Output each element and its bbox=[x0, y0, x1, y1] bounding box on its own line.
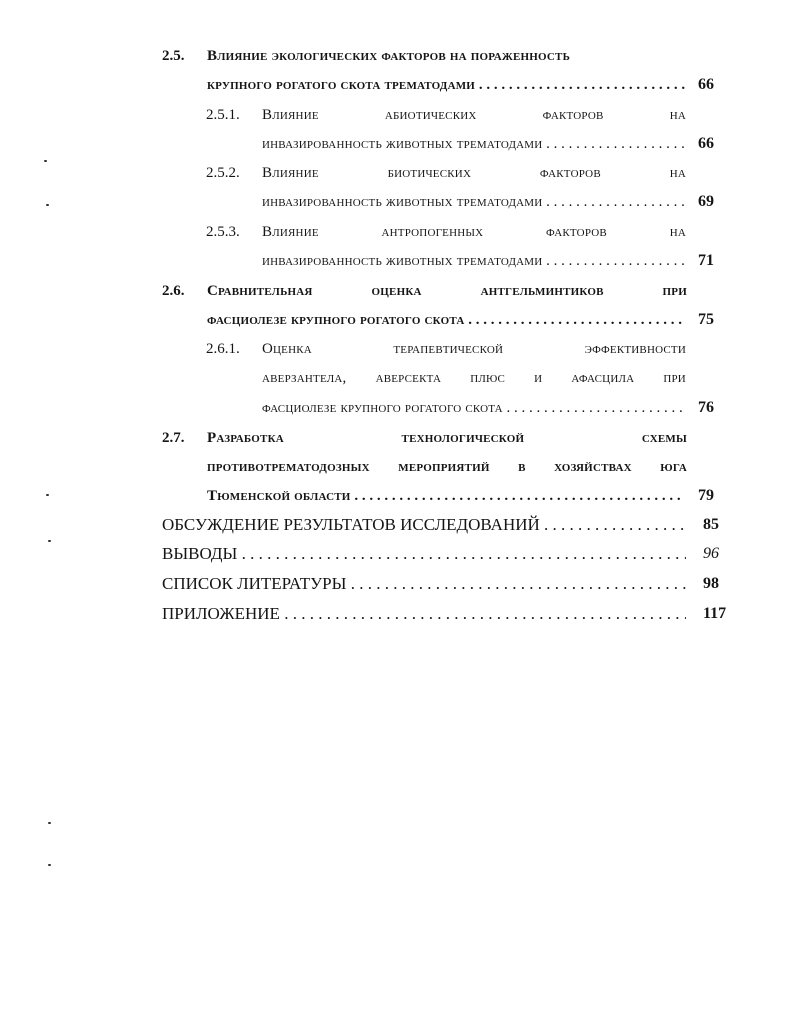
scan-speck bbox=[48, 822, 51, 824]
page-number: 117 bbox=[703, 605, 727, 622]
section-title-line: Тюменской области . . . bbox=[207, 485, 685, 507]
toc-entry-2-6[interactable] bbox=[0, 280, 796, 310]
title-word: факторов bbox=[542, 107, 604, 123]
title-word: схемы bbox=[641, 430, 687, 446]
title-word: антропогенных bbox=[381, 224, 484, 240]
section-title-text: Влияние экологических факторов на пораженность bbox=[207, 48, 571, 64]
title-word: хозяйствах bbox=[554, 459, 632, 475]
title-word: при bbox=[662, 283, 687, 299]
toc-entry-2-6-1-cont2[interactable] bbox=[0, 397, 796, 427]
toc-entry-2-6-cont[interactable] bbox=[0, 309, 796, 339]
title-word: технологической bbox=[401, 430, 525, 446]
toc-entry-discussion[interactable] bbox=[0, 514, 796, 544]
title-word: Влияние bbox=[262, 165, 319, 181]
title-word: факторов bbox=[546, 224, 607, 240]
section-number: 2.5.1. bbox=[206, 107, 240, 123]
title-word: биотических bbox=[387, 165, 472, 181]
toc-entry-references[interactable] bbox=[0, 573, 796, 603]
section-number: 2.7. bbox=[162, 430, 185, 446]
toc-entry-appendix[interactable] bbox=[0, 603, 796, 633]
page-number: 85 bbox=[703, 516, 719, 533]
toc-entry-conclusions[interactable] bbox=[0, 543, 796, 573]
section-title-line bbox=[262, 367, 686, 389]
toc-entry-2-5-2-cont[interactable] bbox=[0, 191, 796, 221]
section-title-line bbox=[207, 427, 687, 449]
section-title-line: крупного рогатого скота трематодами . . . bbox=[207, 74, 685, 96]
section-title-line bbox=[262, 104, 686, 126]
section-title-line bbox=[207, 45, 687, 67]
scan-speck bbox=[48, 540, 51, 542]
section-number: 2.6.1. bbox=[206, 341, 240, 357]
title-word: аверсекта bbox=[375, 370, 442, 386]
section-title-line: фасциолезе крупного рогатого скота . . . bbox=[207, 309, 685, 331]
toc-entry-2-5-1-cont[interactable] bbox=[0, 133, 796, 163]
section-title-line: фасциолезе крупного рогатого скота . . . bbox=[262, 397, 686, 419]
title-word: и bbox=[534, 370, 543, 386]
toc-entry-2-6-1[interactable] bbox=[0, 338, 796, 368]
chapter-title: ВЫВОДЫ . . . bbox=[162, 543, 686, 565]
title-word: плюс bbox=[470, 370, 506, 386]
title-word: на bbox=[669, 165, 686, 181]
title-word: противотрематодозных bbox=[207, 459, 370, 475]
section-title-line bbox=[262, 338, 686, 360]
section-title-line bbox=[207, 456, 687, 478]
section-title-line bbox=[262, 221, 686, 243]
title-word: в bbox=[518, 459, 526, 475]
title-word: факторов bbox=[539, 165, 601, 181]
toc-entry-2-5-2[interactable] bbox=[0, 162, 796, 192]
toc-entry-2-7[interactable] bbox=[0, 427, 796, 457]
page-number: 79 bbox=[698, 487, 714, 504]
chapter-title: ПРИЛОЖЕНИЕ . . . bbox=[162, 603, 686, 625]
title-word: Влияние bbox=[262, 224, 319, 240]
page-number: 98 bbox=[703, 575, 719, 592]
section-number: 2.5.2. bbox=[206, 165, 240, 181]
page-number: 69 bbox=[698, 193, 714, 210]
title-word: Влияние bbox=[262, 107, 319, 123]
page-number: 75 bbox=[698, 311, 714, 328]
title-word: терапевтической bbox=[393, 341, 504, 357]
toc-entry-2-5-3-cont[interactable] bbox=[0, 250, 796, 280]
section-title-line: инвазированность животных трематодами . . . bbox=[262, 191, 686, 213]
title-word: на bbox=[669, 224, 686, 240]
toc-entry-2-7-cont2[interactable] bbox=[0, 485, 796, 515]
chapter-title: СПИСОК ЛИТЕРАТУРЫ . . . bbox=[162, 573, 686, 595]
title-word: оценка bbox=[371, 283, 422, 299]
section-title-line bbox=[207, 280, 687, 302]
toc-entry-2-5-3[interactable] bbox=[0, 221, 796, 251]
toc-entry-2-6-1-cont[interactable] bbox=[0, 367, 796, 397]
section-number: 2.6. bbox=[162, 283, 185, 299]
title-word: Оценка bbox=[262, 341, 312, 357]
page-number: 76 bbox=[698, 399, 714, 416]
title-word: эффективности bbox=[584, 341, 686, 357]
title-word: юга bbox=[660, 459, 687, 475]
section-number: 2.5.3. bbox=[206, 224, 240, 240]
section-title-line: инвазированность животных трематодами . . . bbox=[262, 133, 686, 155]
scan-speck bbox=[48, 864, 51, 866]
title-word: Разработка bbox=[207, 430, 284, 446]
title-word: афасцила bbox=[571, 370, 635, 386]
page-number: 96 bbox=[703, 545, 719, 562]
page-number: 66 bbox=[698, 135, 714, 152]
chapter-title: ОБСУЖДЕНИЕ РЕЗУЛЬТАТОВ ИССЛЕДОВАНИЙ . . . bbox=[162, 514, 686, 536]
title-word: аверзантела, bbox=[262, 370, 347, 386]
section-title-line bbox=[262, 162, 686, 184]
title-word: мероприятий bbox=[398, 459, 490, 475]
title-word: абиотических bbox=[384, 107, 477, 123]
section-number: 2.5. bbox=[162, 48, 185, 64]
section-title-line: инвазированность животных трематодами . . . bbox=[262, 250, 686, 272]
toc-entry-2-5[interactable] bbox=[0, 45, 796, 75]
scan-speck bbox=[46, 494, 49, 496]
scan-speck bbox=[44, 160, 47, 162]
page-number: 66 bbox=[698, 76, 714, 93]
page-number: 71 bbox=[698, 252, 714, 269]
toc-entry-2-5-1[interactable] bbox=[0, 104, 796, 134]
title-word: на bbox=[669, 107, 686, 123]
title-word: Сравнительная bbox=[207, 283, 313, 299]
toc-entry-2-7-cont[interactable] bbox=[0, 456, 796, 486]
scan-speck bbox=[46, 204, 49, 206]
title-word: при bbox=[663, 370, 686, 386]
toc-entry-2-5-cont[interactable] bbox=[0, 74, 796, 104]
title-word: антгельминтиков bbox=[480, 283, 604, 299]
